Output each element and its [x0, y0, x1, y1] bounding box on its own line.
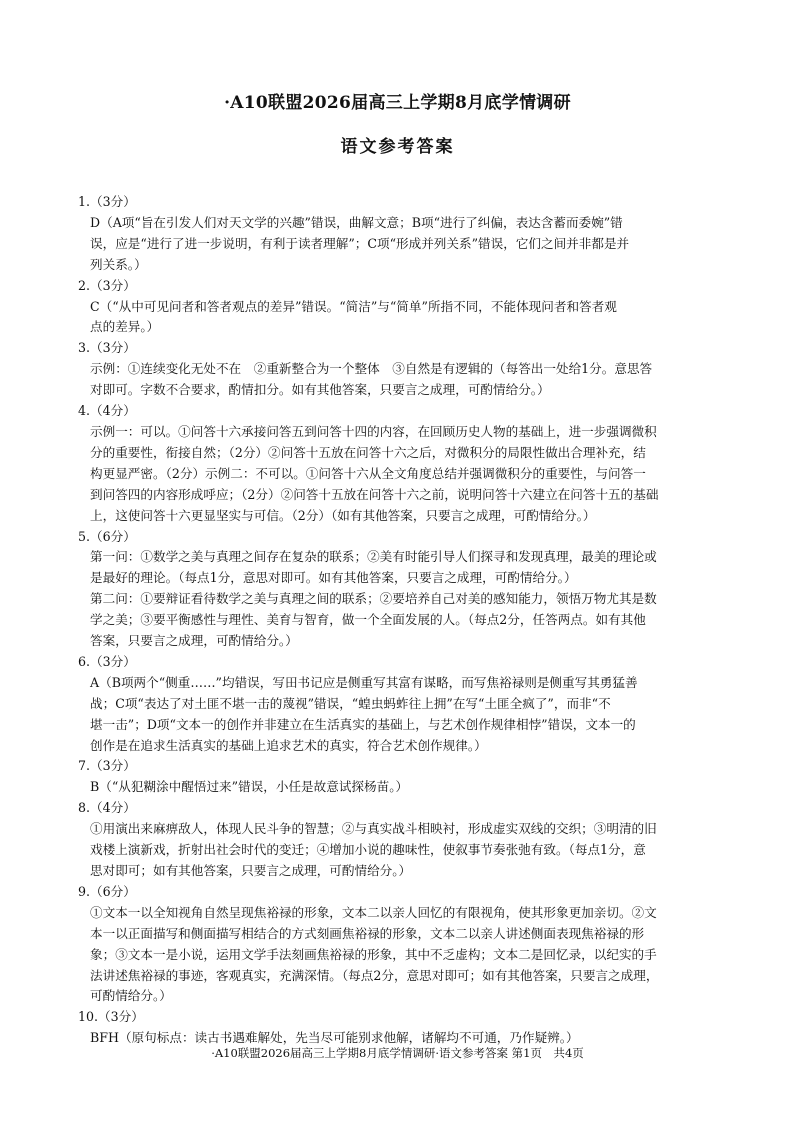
answer-item: [78, 192, 718, 276]
answer-line: 法讲述焦裕禄的事迹，客观真实，充满深情。（每点2分，意思对即可；如有其他答案，只要言之成理，: [90, 967, 659, 983]
answer-line: BFH（原句标点：读古书遇难解处，先当尽可能别求他解，诸解均不可通，乃作疑辨。）: [90, 1030, 579, 1046]
answer-heading: 2.（3分）: [78, 277, 136, 293]
answer-line: 点的差异。）: [90, 319, 160, 335]
answer-line: 堪一击”；D项“文本一的创作并非建立在生活真实的基础上，与艺术创作规律相悖”错误，文本一的: [90, 716, 636, 732]
answer-heading: 8.（4分）: [78, 800, 136, 816]
answer-item: [78, 338, 718, 401]
page-title: ·A10联盟2026届高三上学期8月底学情调研: [224, 93, 571, 113]
answer-item: [78, 276, 718, 339]
answer-body: [78, 297, 718, 339]
answer-line: D（A项“旨在引发人们对天文学的兴趣”错误，曲解文意；B项“进行了纠偏，表达含蓄而委婉”错: [90, 214, 623, 230]
answer-body: [78, 213, 718, 276]
answer-line: C（“从中可见问者和答者观点的差异”错误。“简洁”与“简单”所指不同，不能体现问者和答者观: [90, 298, 617, 314]
answer-line: ①用演出来麻痹敌人，体现人民斗争的智慧；②与真实战斗相映衬，形成虚实双线的交织；③明清的旧: [90, 821, 657, 837]
answer-item: [78, 882, 718, 1007]
answer-line: 到问答四的内容形成呼应；（2分）②问答十五放在问答十六之前，说明问答十六建立在问答十五的基础: [90, 486, 659, 502]
answer-line: 示例一：可以。①问答十六承接问答五到问答十四的内容，在回顾历史人物的基础上，进一步强调微积: [90, 423, 657, 439]
answer-line: 分的重要性，衔接自然；（2分）②问答十五放在问答十六之后，对微积分的局限性做出合理补充，结: [90, 444, 646, 460]
page-subtitle: 语文参考答案: [340, 137, 455, 157]
answer-line: 象；③文本一是小说，运用文学手法刻画焦裕禄的形象，其中不乏虚构；文本二是回忆录，以纪实的手: [90, 946, 657, 962]
answer-heading: 6.（3分）: [78, 653, 136, 669]
answer-list: [78, 192, 718, 1049]
answer-body: [78, 673, 718, 757]
answer-item: [78, 527, 718, 652]
answer-line: 战；C项“表达了对土匪不堪一击的蔑视”错误，“蝗虫蚂蚱往上拥”在写“土匪全疯了”，而非“不: [90, 695, 611, 711]
answer-line: 是最好的理论。（每点1分，意思对即可。如有其他答案，只要言之成理，可酌情给分。）: [90, 570, 577, 586]
answer-heading: 4.（4分）: [78, 403, 136, 419]
answer-line: 构更显严密。（2分）示例二：不可以。①问答十六从全文角度总结并强调微积分的重要性，与问答一: [90, 465, 646, 481]
answer-line: 对即可。字数不合要求，酌情扣分。如有其他答案，只要言之成理，可酌情给分。）: [90, 382, 550, 398]
answer-heading: 10.（3分）: [78, 1009, 144, 1025]
answer-line: 误，应是“进行了进一步说明，有利于读者理解”；C项“形成并列关系”错误，它们之间并非都是并: [90, 235, 630, 251]
answer-line: 第二问：①要辩证看待数学之美与真理之间的联系；②要培养自己对美的感知能力，领悟万物尤其是数: [90, 591, 657, 607]
answer-body: [78, 422, 718, 527]
answer-line: 可酌情给分。）: [90, 988, 172, 1004]
answer-line: 第一问：①数学之美与真理之间存在复杂的联系；②美有时能引导人们探寻和发现真理，最美的理论或: [90, 549, 657, 565]
answer-line: 列关系。）: [90, 256, 147, 272]
answer-heading: 5.（6分）: [78, 528, 136, 544]
answer-line: 上，这使问答十六更显坚实与可信。（2分）（如有其他答案，只要言之成理，可酌情给分。）: [90, 507, 596, 523]
answer-line: A（B项两个“侧重……”均错误，写田书记应是侧重写其富有谋略，而写焦裕禄则是侧重写其勇猛善: [90, 674, 638, 690]
page-footer: ·A10联盟2026届高三上学期8月底学情调研·语文参考答案 第1页 共4页: [211, 1046, 584, 1060]
answer-heading: 9.（6分）: [78, 883, 136, 899]
answer-body: [78, 903, 718, 1008]
answer-line: 本一以正面描写和侧面描写相结合的方式刻画焦裕禄的形象，文本二以亲人讲述侧面表现焦裕禄的形: [90, 925, 645, 941]
answer-line: 示例：①连续变化无处不在 ②重新整合为一个整体 ③自然是有逻辑的（每答出一处给1分。意思答: [90, 361, 653, 377]
answer-line: ①文本一以全知视角自然呈现焦裕禄的形象，文本二以亲人回忆的有限视角，使其形象更加亲切。②文: [90, 904, 657, 920]
answer-line: 创作是在追求生活真实的基础上追求艺术的真实，符合艺术创作规律。）: [90, 737, 487, 753]
answer-item: [78, 401, 718, 526]
answer-line: 戏楼上演新戏，折射出社会时代的变迁；④增加小说的趣味性，使叙事节奏张弛有致。（每点1分，意: [90, 842, 646, 858]
answer-heading: 3.（3分）: [78, 340, 136, 356]
answer-line: 思对即可；如有其他答案，只要言之成理，可酌情给分。）: [90, 863, 412, 878]
answer-body: [78, 547, 718, 652]
answer-body: [78, 777, 718, 798]
answer-item: [78, 1007, 718, 1049]
answer-item: [78, 756, 718, 798]
answer-heading: 7.（3分）: [78, 758, 136, 774]
answer-line: 学之美；③要平衡感性与理性、美育与智育，做一个全面发展的人。（每点2分，任答两点。如有其他: [90, 612, 646, 628]
answer-body: [78, 819, 718, 882]
answer-body: [78, 359, 718, 401]
answer-item: [78, 652, 718, 757]
answer-line: B（“从犯糊涂中醒悟过来”错误，小任是故意试探杨苗。）: [90, 779, 409, 795]
answer-heading: 1.（3分）: [78, 194, 136, 209]
answer-item: [78, 798, 718, 882]
answer-line: 答案，只要言之成理，可酌情给分。）: [90, 633, 298, 649]
